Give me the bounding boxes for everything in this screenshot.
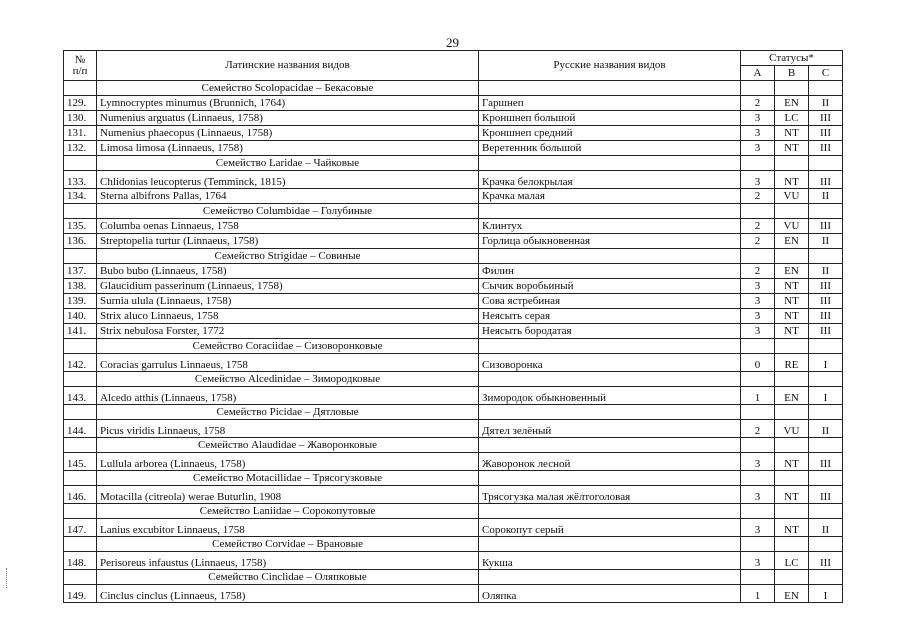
species-row [64, 279, 843, 294]
species-row [64, 486, 843, 504]
species-latin-name: Numenius arguatus (Linnaeus, 1758) [97, 111, 479, 126]
status-b: VU [775, 219, 809, 234]
status-b: EN [775, 96, 809, 111]
species-latin-name: Chlidonias leucopterus (Temminck, 1815) [97, 171, 479, 189]
status-a: 2 [741, 264, 775, 279]
species-number: 148. [64, 552, 97, 570]
family-row [64, 156, 843, 171]
family-russian-cell [479, 372, 741, 387]
family-number-cell [64, 204, 97, 219]
family-status-a-cell [741, 405, 775, 420]
header-russian: Русские названия видов [479, 51, 741, 81]
page-number: 29 [446, 35, 459, 50]
species-number: 144. [64, 420, 97, 438]
family-name-cell: Семейство Strigidae – Совиные [97, 249, 479, 264]
status-a: 1 [741, 387, 775, 405]
status-a: 3 [741, 324, 775, 339]
species-russian-name: Сова ястребиная [479, 294, 741, 309]
family-status-a-cell [741, 471, 775, 486]
status-c: III [809, 309, 843, 324]
species-russian-name: Трясогузка малая жёлтоголовая [479, 486, 741, 504]
species-row [64, 519, 843, 537]
family-name-cell: Семейство Corvidae – Врановые [97, 537, 479, 552]
family-number-cell [64, 156, 97, 171]
status-a: 2 [741, 219, 775, 234]
status-b: NT [775, 519, 809, 537]
family-russian-cell [479, 504, 741, 519]
family-status-a-cell [741, 339, 775, 354]
family-russian-cell [479, 204, 741, 219]
species-row [64, 309, 843, 324]
species-number: 145. [64, 453, 97, 471]
family-status-b-cell [775, 405, 809, 420]
status-a: 2 [741, 96, 775, 111]
header-number-line2: п/п [72, 64, 88, 77]
species-number: 146. [64, 486, 97, 504]
status-a: 3 [741, 111, 775, 126]
species-row [64, 552, 843, 570]
species-russian-name: Зимородок обыкновенный [479, 387, 741, 405]
species-latin-name: Glaucidium passerinum (Linnaeus, 1758) [97, 279, 479, 294]
species-russian-name: Крачка малая [479, 189, 741, 204]
species-russian-name: Гаршнеп [479, 96, 741, 111]
status-a: 2 [741, 189, 775, 204]
family-status-b-cell [775, 504, 809, 519]
species-number: 138. [64, 279, 97, 294]
family-name-cell: Семейство Laridae – Чайковые [97, 156, 479, 171]
status-c: II [809, 420, 843, 438]
family-name-cell: Семейство Alcedinidae – Зимородковые [97, 372, 479, 387]
status-b: NT [775, 453, 809, 471]
species-number: 137. [64, 264, 97, 279]
status-b: RE [775, 354, 809, 372]
header-number-line1: № [74, 53, 86, 66]
family-row [64, 249, 843, 264]
species-latin-name: Numenius phaecopus (Linnaeus, 1758) [97, 126, 479, 141]
species-russian-name: Сорокопут серый [479, 519, 741, 537]
species-russian-name: Жаворонок лесной [479, 453, 741, 471]
family-number-cell [64, 471, 97, 486]
species-number: 139. [64, 294, 97, 309]
family-row [64, 471, 843, 486]
status-a: 3 [741, 294, 775, 309]
status-c: III [809, 453, 843, 471]
family-status-c-cell [809, 156, 843, 171]
family-row [64, 570, 843, 585]
family-status-b-cell [775, 339, 809, 354]
status-b: VU [775, 420, 809, 438]
status-a: 3 [741, 126, 775, 141]
family-status-b-cell [775, 372, 809, 387]
family-russian-cell [479, 249, 741, 264]
species-latin-name: Surnia ulula (Linnaeus, 1758) [97, 294, 479, 309]
species-russian-name: Клинтух [479, 219, 741, 234]
status-b: NT [775, 324, 809, 339]
species-latin-name: Streptopelia turtur (Linnaeus, 1758) [97, 234, 479, 249]
status-c: III [809, 219, 843, 234]
species-row [64, 234, 843, 249]
family-number-cell [64, 339, 97, 354]
status-c: III [809, 324, 843, 339]
status-a: 3 [741, 519, 775, 537]
species-row [64, 420, 843, 438]
header-number [64, 51, 97, 81]
status-b: LC [775, 111, 809, 126]
family-row [64, 204, 843, 219]
species-number: 134. [64, 189, 97, 204]
family-status-c-cell [809, 405, 843, 420]
species-row [64, 354, 843, 372]
status-b: EN [775, 234, 809, 249]
family-row [64, 405, 843, 420]
status-a: 2 [741, 420, 775, 438]
family-number-cell [64, 537, 97, 552]
family-status-a-cell [741, 372, 775, 387]
family-russian-cell [479, 405, 741, 420]
species-latin-name: Lullula arborea (Linnaeus, 1758) [97, 453, 479, 471]
family-row [64, 339, 843, 354]
status-b: NT [775, 294, 809, 309]
family-status-c-cell [809, 249, 843, 264]
family-number-cell [64, 81, 97, 96]
family-name-cell: Семейство Cinclidae – Оляпковые [97, 570, 479, 585]
family-status-b-cell [775, 81, 809, 96]
species-row [64, 189, 843, 204]
species-russian-name: Веретенник большой [479, 141, 741, 156]
family-russian-cell [479, 471, 741, 486]
family-russian-cell [479, 438, 741, 453]
family-status-c-cell [809, 204, 843, 219]
family-status-a-cell [741, 438, 775, 453]
family-russian-cell [479, 81, 741, 96]
species-russian-name: Неясыть серая [479, 309, 741, 324]
species-russian-name: Неясыть бородатая [479, 324, 741, 339]
family-russian-cell [479, 156, 741, 171]
family-number-cell [64, 438, 97, 453]
status-a: 2 [741, 234, 775, 249]
status-c: III [809, 552, 843, 570]
species-number: 143. [64, 387, 97, 405]
family-status-c-cell [809, 339, 843, 354]
species-row [64, 126, 843, 141]
species-latin-name: Lymnocryptes minumus (Brunnich, 1764) [97, 96, 479, 111]
species-russian-name: Сычик воробьиный [479, 279, 741, 294]
family-row [64, 537, 843, 552]
table-header [64, 51, 843, 81]
species-number: 130. [64, 111, 97, 126]
header-statuses: Статусы* [741, 51, 843, 66]
species-russian-name: Кроншнеп средний [479, 126, 741, 141]
species-number: 149. [64, 585, 97, 603]
species-row [64, 294, 843, 309]
family-row [64, 81, 843, 96]
family-number-cell [64, 372, 97, 387]
species-row [64, 219, 843, 234]
family-status-b-cell [775, 249, 809, 264]
family-status-c-cell [809, 537, 843, 552]
family-name-cell: Семейство Alaudidae – Жаворонковые [97, 438, 479, 453]
species-russian-name: Кроншнеп большой [479, 111, 741, 126]
species-row [64, 264, 843, 279]
family-status-c-cell [809, 81, 843, 96]
family-status-b-cell [775, 537, 809, 552]
species-russian-name: Кукша [479, 552, 741, 570]
status-c: II [809, 264, 843, 279]
family-status-c-cell [809, 372, 843, 387]
status-a: 3 [741, 171, 775, 189]
species-latin-name: Columba oenas Linnaeus, 1758 [97, 219, 479, 234]
species-russian-name: Дятел зелёный [479, 420, 741, 438]
species-row [64, 96, 843, 111]
status-b: NT [775, 279, 809, 294]
species-number: 147. [64, 519, 97, 537]
family-status-a-cell [741, 204, 775, 219]
status-c: III [809, 294, 843, 309]
family-status-a-cell [741, 537, 775, 552]
species-latin-name: Strix aluco Linnaeus, 1758 [97, 309, 479, 324]
species-latin-name: Picus viridis Linnaeus, 1758 [97, 420, 479, 438]
species-row [64, 141, 843, 156]
status-c: I [809, 585, 843, 603]
species-row [64, 171, 843, 189]
family-number-cell [64, 405, 97, 420]
header-status-a: А [741, 66, 775, 81]
status-a: 1 [741, 585, 775, 603]
family-status-a-cell [741, 249, 775, 264]
left-edge-marker [6, 568, 8, 588]
family-name-cell: Семейство Columbidae – Голубиные [97, 204, 479, 219]
family-status-b-cell [775, 438, 809, 453]
status-a: 3 [741, 309, 775, 324]
species-latin-name: Lanius excubitor Linnaeus, 1758 [97, 519, 479, 537]
status-c: II [809, 189, 843, 204]
family-row [64, 372, 843, 387]
status-b: EN [775, 387, 809, 405]
species-russian-name: Оляпка [479, 585, 741, 603]
species-russian-name: Сизоворонка [479, 354, 741, 372]
family-name-cell: Семейство Picidae – Дятловые [97, 405, 479, 420]
family-status-c-cell [809, 570, 843, 585]
family-status-b-cell [775, 471, 809, 486]
status-a: 3 [741, 279, 775, 294]
status-b: NT [775, 171, 809, 189]
species-row [64, 111, 843, 126]
species-latin-name: Limosa limosa (Linnaeus, 1758) [97, 141, 479, 156]
family-russian-cell [479, 570, 741, 585]
status-a: 3 [741, 453, 775, 471]
status-a: 0 [741, 354, 775, 372]
status-b: EN [775, 264, 809, 279]
species-russian-name: Филин [479, 264, 741, 279]
species-number: 129. [64, 96, 97, 111]
status-c: I [809, 354, 843, 372]
species-number: 141. [64, 324, 97, 339]
family-status-c-cell [809, 471, 843, 486]
species-number: 132. [64, 141, 97, 156]
species-latin-name: Sterna albifrons Pallas, 1764 [97, 189, 479, 204]
status-c: I [809, 387, 843, 405]
species-latin-name: Motacilla (citreola) werae Buturlin, 1908 [97, 486, 479, 504]
status-a: 3 [741, 552, 775, 570]
family-status-c-cell [809, 504, 843, 519]
species-number: 136. [64, 234, 97, 249]
family-name-cell: Семейство Laniidae – Сорокопутовые [97, 504, 479, 519]
status-c: III [809, 111, 843, 126]
species-latin-name: Strix nebulosa Forster, 1772 [97, 324, 479, 339]
species-latin-name: Bubo bubo (Linnaeus, 1758) [97, 264, 479, 279]
status-c: II [809, 234, 843, 249]
species-row [64, 324, 843, 339]
species-latin-name: Cinclus cinclus (Linnaeus, 1758) [97, 585, 479, 603]
species-number: 131. [64, 126, 97, 141]
species-latin-name: Alcedo atthis (Linnaeus, 1758) [97, 387, 479, 405]
status-c: III [809, 279, 843, 294]
status-a: 3 [741, 141, 775, 156]
status-c: III [809, 486, 843, 504]
status-c: II [809, 519, 843, 537]
status-b: LC [775, 552, 809, 570]
species-row [64, 585, 843, 603]
family-number-cell [64, 570, 97, 585]
status-b: NT [775, 141, 809, 156]
family-status-a-cell [741, 504, 775, 519]
status-c: III [809, 141, 843, 156]
family-russian-cell [479, 537, 741, 552]
family-status-a-cell [741, 156, 775, 171]
header-latin: Латинские названия видов [97, 51, 479, 81]
species-row [64, 387, 843, 405]
status-c: II [809, 96, 843, 111]
status-b: NT [775, 486, 809, 504]
family-status-b-cell [775, 156, 809, 171]
header-status-b: В [775, 66, 809, 81]
status-b: NT [775, 309, 809, 324]
family-name-cell: Семейство Coraciidae – Сизоворонковые [97, 339, 479, 354]
species-table [63, 50, 843, 603]
species-latin-name: Coracias garrulus Linnaeus, 1758 [97, 354, 479, 372]
family-name-cell: Семейство Motacillidae – Трясогузковые [97, 471, 479, 486]
family-status-b-cell [775, 204, 809, 219]
status-c: III [809, 126, 843, 141]
status-b: EN [775, 585, 809, 603]
species-number: 135. [64, 219, 97, 234]
species-russian-name: Горлица обыкновенная [479, 234, 741, 249]
species-number: 142. [64, 354, 97, 372]
status-c: III [809, 171, 843, 189]
species-number: 140. [64, 309, 97, 324]
species-russian-name: Крачка белокрылая [479, 171, 741, 189]
header-status-c: С [809, 66, 843, 81]
status-b: NT [775, 126, 809, 141]
status-a: 3 [741, 486, 775, 504]
family-number-cell [64, 504, 97, 519]
family-row [64, 504, 843, 519]
species-latin-name: Perisoreus infaustus (Linnaeus, 1758) [97, 552, 479, 570]
family-row [64, 438, 843, 453]
family-status-b-cell [775, 570, 809, 585]
family-number-cell [64, 249, 97, 264]
family-russian-cell [479, 339, 741, 354]
table-body [64, 81, 843, 603]
species-number: 133. [64, 171, 97, 189]
family-name-cell: Семейство Scolopacidae – Бекасовые [97, 81, 479, 96]
family-status-a-cell [741, 570, 775, 585]
status-b: VU [775, 189, 809, 204]
species-row [64, 453, 843, 471]
family-status-a-cell [741, 81, 775, 96]
family-status-c-cell [809, 438, 843, 453]
